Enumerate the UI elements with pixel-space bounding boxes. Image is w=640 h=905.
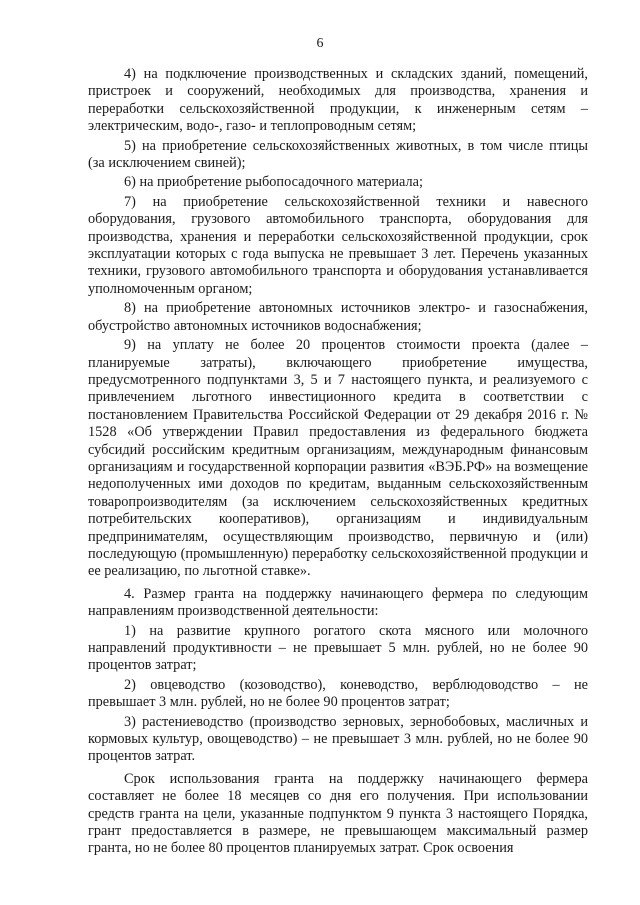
- paragraph-item-8: 8) на приобретение автономных источников электро- и газоснабжения, обустройство автономных источников водоснабжения;: [88, 300, 588, 334]
- paragraph-grant-cattle: 1) на развитие крупного рогатого скота мясного или молочного направлений продуктивности – не превышает 5 млн. рублей, но не более 90 процентов затрат;: [88, 622, 588, 674]
- paragraph-grant-crops: 3) растениеводство (производство зерновых, зернобобовых, масличных и кормовых культур, овощеводство) – не превышает 3 млн. рублей, но не более 90 процентов затрат.: [88, 713, 588, 765]
- paragraph-item-7: 7) на приобретение сельскохозяйственной техники и навесного оборудования, грузового автомобильного транспорта, оборудования для производства, хранения и переработки сельскохозяйственной продукции, срок эксплуатации которых с года выпуска не превышает 3 лет. Перечень указанных техники, грузового автомобильного транспорта и оборудования устанавливается уполномоченным органом;: [88, 193, 588, 297]
- paragraph-grant-sheep: 2) овцеводство (козоводство), коневодство, верблюдоводство – не превышает 3 млн. рублей, но не более 90 процентов затрат;: [88, 676, 588, 711]
- paragraph-grant-term: Срок использования гранта на поддержку начинающего фермера составляет не более 18 месяцев со дня его получения. При использовании средств гранта на цели, указанные подпунктом 9 пункта 3 настоящего Порядка, грант предоставляется в размере, не превышающем максимальный размер гранта, но не более 80 процентов планируемых затрат. Срок освоения: [88, 770, 588, 857]
- paragraph-item-6: 6) на приобретение рыбопосадочного материала;: [124, 174, 423, 191]
- document-body: [88, 66, 588, 858]
- paragraph-section-4: 4. Размер гранта на поддержку начинающего фермера по следующим направлениям производственной деятельности:: [88, 585, 588, 620]
- paragraph-item-5: 5) на приобретение сельскохозяйственных животных, в том числе птицы (за исключением свиней);: [88, 137, 588, 172]
- page-number: 6: [316, 36, 324, 51]
- paragraph-item-4: 4) на подключение производственных и складских зданий, помещений, пристроек и сооружений, необходимых для производства, хранения и переработки сельскохозяйственной продукции, к инженерным сетям – электрическим, водо-, газо- и теплопроводным сетям;: [88, 66, 588, 135]
- paragraph-item-9: 9) на уплату не более 20 процентов стоимости проекта (далее – планируемые затраты), включающего приобретение имущества, предусмотренного подпунктами 3, 5 и 7 настоящего пункта, и реализуемого с привлечением льготного инвестиционного кредита в соответствии с постановлением Правительства Российской Федерации от 29 декабря 2016 г. № 1528 «Об утверждении Правил предоставления из федерального бюджета субсидий российским кредитным организациям, международным финансовым организациям и государственной корпорации развития «ВЭБ.РФ» на возмещение недополученных ими доходов по кредитам, выданным сельскохозяйственным товаропроизводителям (за исключением сельскохозяйственных кредитных потребительских кооперативов), организациям и индивидуальным предпринимателям, осуществляющим производство, первичную и (или) последующую (промышленную) переработку сельскохозяйственной продукции и ее реализацию, по льготной ставке».: [88, 337, 588, 580]
